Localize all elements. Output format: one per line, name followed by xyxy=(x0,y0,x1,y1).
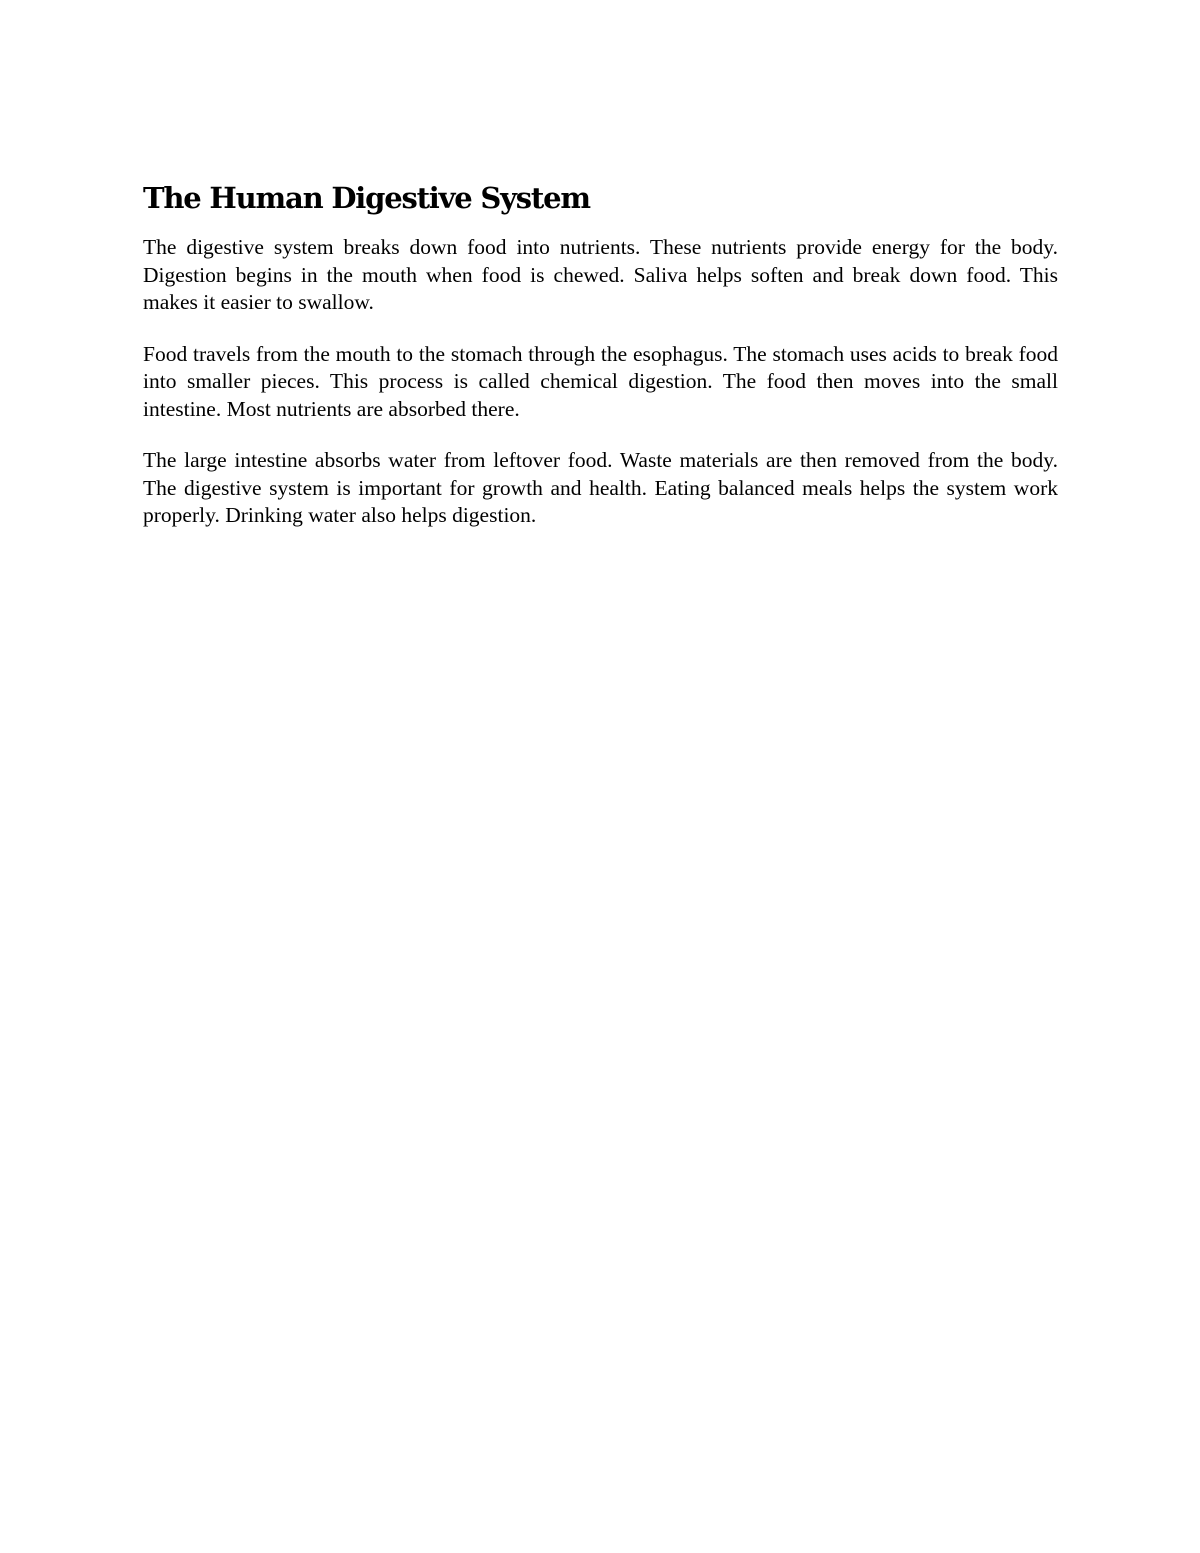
document-body xyxy=(143,178,1058,554)
paragraph-2: Food travels from the mouth to the stomach through the esophagus. The stomach uses acids to break food into smaller pieces. This process is called chemical digestion. The food then moves into the small intestine. Most nutrients are absorbed there. xyxy=(143,341,1058,421)
paragraph-3: The large intestine absorbs water from leftover food. Waste materials are then removed from the body. The digestive system is important for growth and health. Eating balanced meals helps the system work properly. Drinking water also helps digestion. xyxy=(143,448,1058,527)
document-title: The Human Digestive System xyxy=(143,181,590,215)
paragraph-1: The digestive system breaks down food into nutrients. These nutrients provide energy for the body. Digestion begins in the mouth when food is chewed. Saliva helps soften and break down food. This makes it easier to swallow. xyxy=(143,235,1058,314)
